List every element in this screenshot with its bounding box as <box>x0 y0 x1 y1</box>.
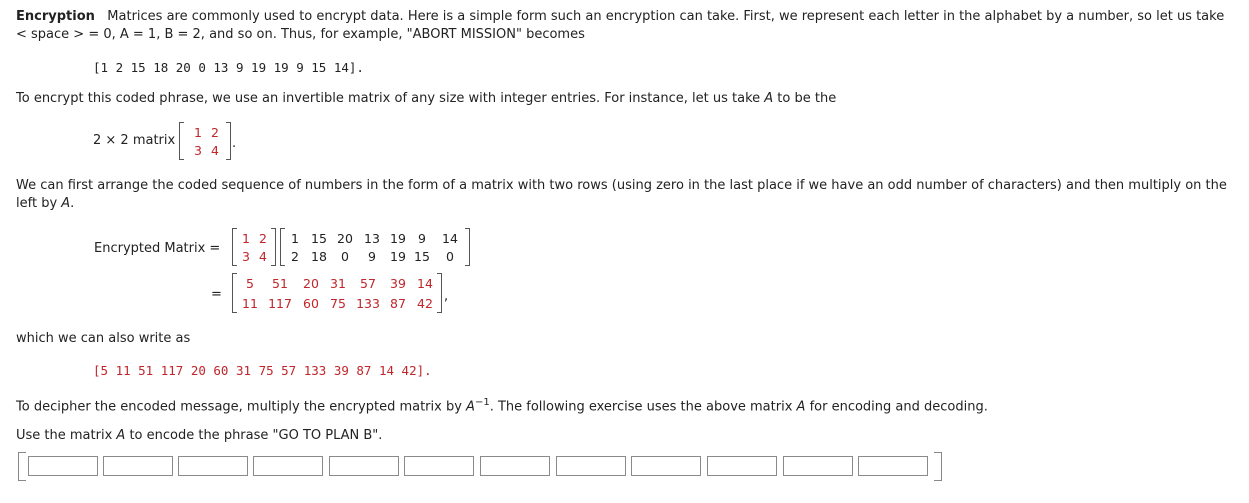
heading: Encryption <box>16 9 95 24</box>
coded-cell: 2 <box>291 249 299 264</box>
coded-cell: 9 <box>418 231 426 246</box>
answer-input-12[interactable] <box>858 456 928 476</box>
para-encrypt: To encrypt this coded phrase, we use an invertible matrix of any size with integer entries. For instance, let us take A to be the <box>16 91 837 106</box>
answer-input-9[interactable] <box>631 456 701 476</box>
coded-matrix <box>280 228 470 266</box>
encrypted-label: Encrypted Matrix = <box>94 241 221 256</box>
answer-input-3[interactable] <box>178 456 248 476</box>
result-cell: 75 <box>330 296 346 311</box>
matrix-label: 2 × 2 matrix <box>93 133 176 148</box>
equals-sign: = <box>211 287 222 302</box>
para-write: which we can also write as <box>16 331 191 346</box>
matrix-a-cell: 4 <box>259 249 267 264</box>
coded-cell: 19 <box>390 231 406 246</box>
matrix-a-period: . <box>232 136 237 151</box>
para-decipher <box>16 397 988 414</box>
matrix-a-multiplier <box>232 228 276 266</box>
para-task: Use the matrix A to encode the phrase "GO TO PLAN B". <box>16 428 383 443</box>
answer-input-11[interactable] <box>783 456 853 476</box>
encrypted-sequence: [5 11 51 117 20 60 31 75 57 133 39 87 14 42]. <box>93 363 432 378</box>
result-cell: 117 <box>268 296 292 311</box>
intro-text: Matrices are commonly used to encrypt data. Here is a simple form such an encryption can take. First, we represent each letter in the alphabet by a number, so let us take <box>107 9 1225 24</box>
result-cell: 51 <box>272 276 288 291</box>
coded-cell: 0 <box>341 249 349 264</box>
result-cell: 60 <box>303 296 319 311</box>
para-decipher-post: . The following exercise uses the above matrix A for encoding and decoding. <box>489 399 988 415</box>
coded-cell: 18 <box>311 249 327 264</box>
result-cell: 87 <box>390 296 406 311</box>
coded-cell: 13 <box>364 231 380 246</box>
result-cell: 11 <box>242 296 258 311</box>
coded-cell: 14 <box>442 231 458 246</box>
matrix-a-cell: 2 <box>259 231 267 246</box>
answer-input-2[interactable] <box>103 456 173 476</box>
answer-open-bracket <box>18 452 26 481</box>
matrix-a-cell: 3 <box>242 249 250 264</box>
result-cell: 42 <box>417 296 433 311</box>
answer-input-1[interactable] <box>28 456 98 476</box>
answer-input-10[interactable] <box>707 456 777 476</box>
result-comma: , <box>444 289 449 304</box>
result-cell: 31 <box>330 276 346 291</box>
para-arrange-1: We can first arrange the coded sequence of numbers in the form of a matrix with two rows (using zero in the last place if we have an odd number of characters) and then multiply on the <box>16 178 1227 193</box>
answer-input-7[interactable] <box>480 456 550 476</box>
answer-input-8[interactable] <box>556 456 626 476</box>
result-cell: 39 <box>390 276 406 291</box>
result-matrix <box>232 273 442 313</box>
para-decipher-pre: To decipher the encoded message, multiply the encrypted matrix by A <box>16 399 475 415</box>
coded-sequence: [1 2 15 18 20 0 13 9 19 19 9 15 14]. <box>93 60 364 75</box>
coded-cell: 0 <box>446 249 454 264</box>
answer-input-4[interactable] <box>253 456 323 476</box>
matrix-a <box>179 122 231 160</box>
result-cell: 20 <box>303 276 319 291</box>
matrix-a-cell: 4 <box>211 143 219 158</box>
coded-cell: 19 <box>390 249 406 264</box>
coded-cell: 9 <box>368 249 376 264</box>
inverse-exponent: −1 <box>474 397 490 408</box>
matrix-a-cell: 3 <box>194 143 202 158</box>
para-arrange-2: left by A. <box>16 196 75 211</box>
result-cell: 14 <box>417 276 433 291</box>
answer-input-5[interactable] <box>329 456 399 476</box>
result-cell: 133 <box>356 296 380 311</box>
result-cell: 5 <box>246 276 254 291</box>
matrix-a-cell: 1 <box>194 125 202 140</box>
coded-cell: 15 <box>311 231 327 246</box>
coded-cell: 20 <box>337 231 353 246</box>
matrix-a-cell: 1 <box>242 231 250 246</box>
intro-line-2: < space > = 0, A = 1, B = 2, and so on. Thus, for example, "ABORT MISSION" becomes <box>16 27 585 42</box>
answer-input-6[interactable] <box>404 456 474 476</box>
matrix-a-cell: 2 <box>211 125 219 140</box>
intro-line-1 <box>16 9 1224 24</box>
result-cell: 57 <box>360 276 376 291</box>
coded-cell: 15 <box>414 249 430 264</box>
coded-cell: 1 <box>291 231 299 246</box>
answer-close-bracket <box>934 452 942 481</box>
